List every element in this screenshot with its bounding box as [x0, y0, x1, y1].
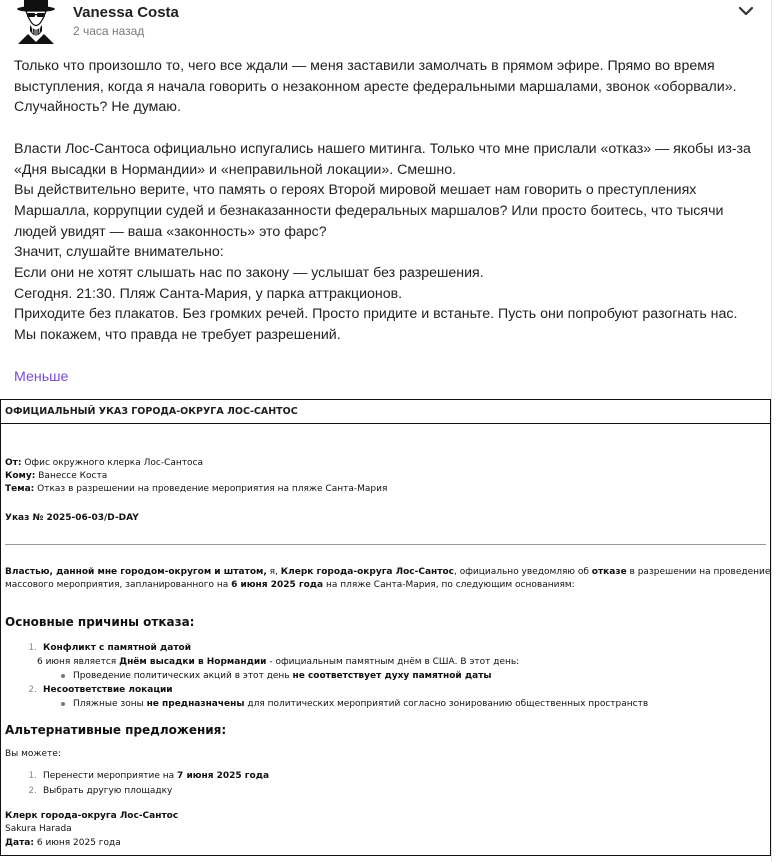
paragraph: Мы покажем, что правда не требует разрешений.	[14, 327, 341, 344]
divider	[5, 544, 766, 545]
intro-line-2: массового мероприятия, запланированного на 6 июня 2025 года на пляже Санта-Мария, по следующим основаниям:	[5, 580, 575, 590]
author-name[interactable]: Vanessa Costa	[73, 4, 179, 21]
alternatives-intro: Вы можете:	[5, 749, 61, 759]
paragraph: Если они не хотят слышать нас по закону — услышат без разрешения.	[14, 265, 484, 282]
alternative-1: 1. Перенести мероприятие на 7 июня 2025 года	[28, 771, 270, 781]
paragraph: Сегодня. 21:30. Пляж Санта-Мария, у парка аттракционов.	[14, 285, 403, 302]
post-body	[14, 56, 759, 346]
show-less-link[interactable]: Меньше	[14, 369, 69, 385]
avatar[interactable]	[14, 0, 58, 44]
paragraph: Вы действительно верите, что память о героях Второй мировой мешает нам говорить о преступлениях Маршалла, коррупции судей и безнаказанности федеральных маршалов? Или просто боитесь, что тысячи людей увидят — ваша «законность» это фарс?	[14, 182, 724, 240]
document-date: Дата: 6 июня 2025 года	[5, 838, 121, 848]
reasons-heading: Основные причины отказа:	[5, 615, 195, 629]
post-timestamp: 2 часа назад	[73, 24, 145, 38]
alternatives-heading: Альтернативные предложения:	[5, 723, 227, 737]
reason-2-bullet: Пляжные зоны не предназначены для политических мероприятий согласно зонированию общественных пространств	[61, 699, 648, 709]
document-header: ОФИЦИАЛЬНЫЙ УКАЗ ГОРОДА-ОКРУГА ЛОС-САНТОС	[1, 400, 770, 424]
signer-title: Клерк города-округа Лос-Сантос	[5, 811, 179, 821]
paragraph: Значит, слушайте внимательно:	[14, 244, 224, 261]
from-line: От: Офис окружного клерка Лос-Сантоса	[5, 458, 203, 468]
paragraph: Власти Лос-Сантоса официально испугались нашего митинга. Только что мне прислали «отказ» — якобы из-за «Дня высадки в Нормандии» и «неправильной локации». Смешно.	[14, 140, 751, 178]
alternative-2: 2. Выбрать другую площадку	[28, 786, 173, 796]
intro-line-1: Властью, данной мне городом-округом и штатом, я, Клерк города-округа Лос-Сантос, официально уведомляю об отказе в разрешении на проведение	[5, 567, 771, 577]
to-line: Кому: Ванессе Коста	[5, 471, 108, 481]
paragraph: Только что произошло то, чего все ждали — меня заставили замолчать в прямом эфире. Прямо во время выступления, когда я начала говорить о незаконном аресте федеральными маршалами, звонок «оборвали». Случайность? Не думаю.	[14, 58, 737, 116]
paragraph: Приходите без плакатов. Без громких речей. Просто придите и встаньте. Пусть они попробуют разогнать нас.	[14, 306, 738, 323]
decree-number: Указ № 2025-06-03/D-DAY	[5, 513, 139, 523]
attached-document[interactable]	[0, 399, 771, 856]
reason-1-title: 1. Конфликт с памятной датой	[28, 643, 192, 653]
chevron-down-icon[interactable]	[736, 2, 756, 20]
reason-1-text: 6 июня является Днём высадки в Нормандии - официальным памятным днём в США. В этот день:	[37, 657, 520, 667]
signer-name: Sakura Harada	[5, 824, 72, 834]
reason-1-bullet: Проведение политических акций в этот день не соответствует духу памятной даты	[61, 671, 492, 681]
subject-line: Тема: Отказ в разрешении на проведение мероприятия на пляже Санта-Мария	[5, 484, 388, 494]
reason-2-title: 2. Несоответствие локации	[28, 685, 173, 695]
